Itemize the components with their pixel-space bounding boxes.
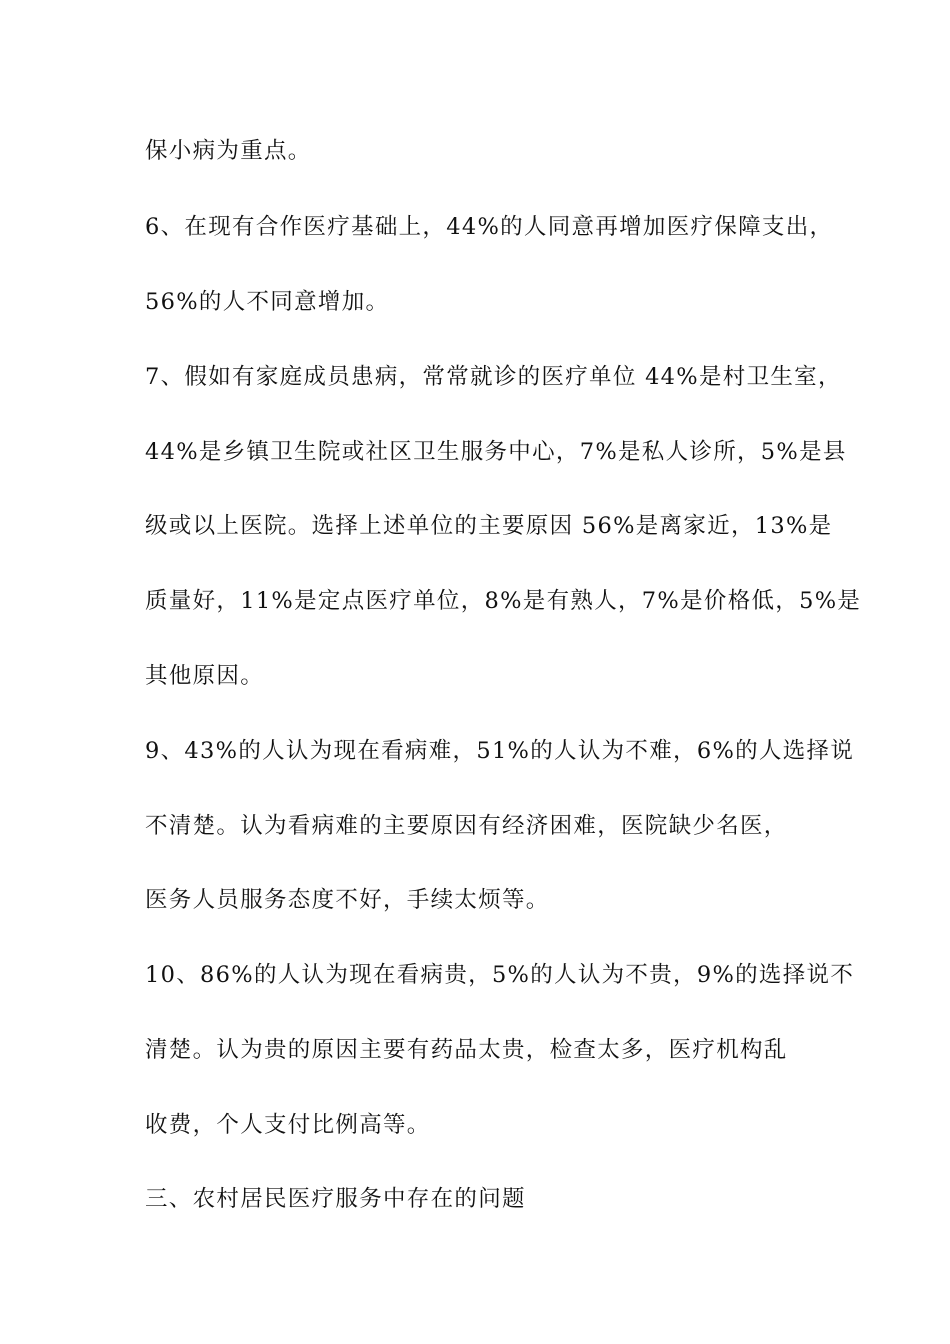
text-line: 7、假如有家庭成员患病，常常就诊的医疗单位 44%是村卫生室， [145, 364, 842, 390]
text-line: 医务人员服务态度不好，手续太烦等。 [145, 887, 550, 913]
text-line: 质量好，11%是定点医疗单位，8%是有熟人，7%是价格低，5%是 [145, 588, 862, 614]
text-line: 不清楚。认为看病难的主要原因有经济困难，医院缺少名医， [145, 813, 788, 839]
text-line: 44%是乡镇卫生院或社区卫生服务中心，7%是私人诊所，5%是县 [145, 439, 847, 465]
section-heading: 三、农村居民医疗服务中存在的问题 [145, 1186, 526, 1212]
text-line: 9、43%的人认为现在看病难，51%的人认为不难，6%的人选择说 [145, 738, 855, 764]
text-line: 保小病为重点。 [145, 138, 312, 164]
text-line: 级或以上医院。选择上述单位的主要原因 56%是离家近，13%是 [145, 513, 833, 539]
text-line: 其他原因。 [145, 663, 265, 689]
text-line: 清楚。认为贵的原因主要有药品太贵，检查太多，医疗机构乱 [145, 1037, 788, 1063]
text-line: 6、在现有合作医疗基础上，44%的人同意再增加医疗保障支出， [145, 214, 834, 240]
text-line: 56%的人不同意增加。 [145, 289, 390, 315]
text-line: 收费，个人支付比例高等。 [145, 1112, 431, 1138]
text-line: 10、86%的人认为现在看病贵，5%的人认为不贵，9%的选择说不 [145, 962, 855, 988]
